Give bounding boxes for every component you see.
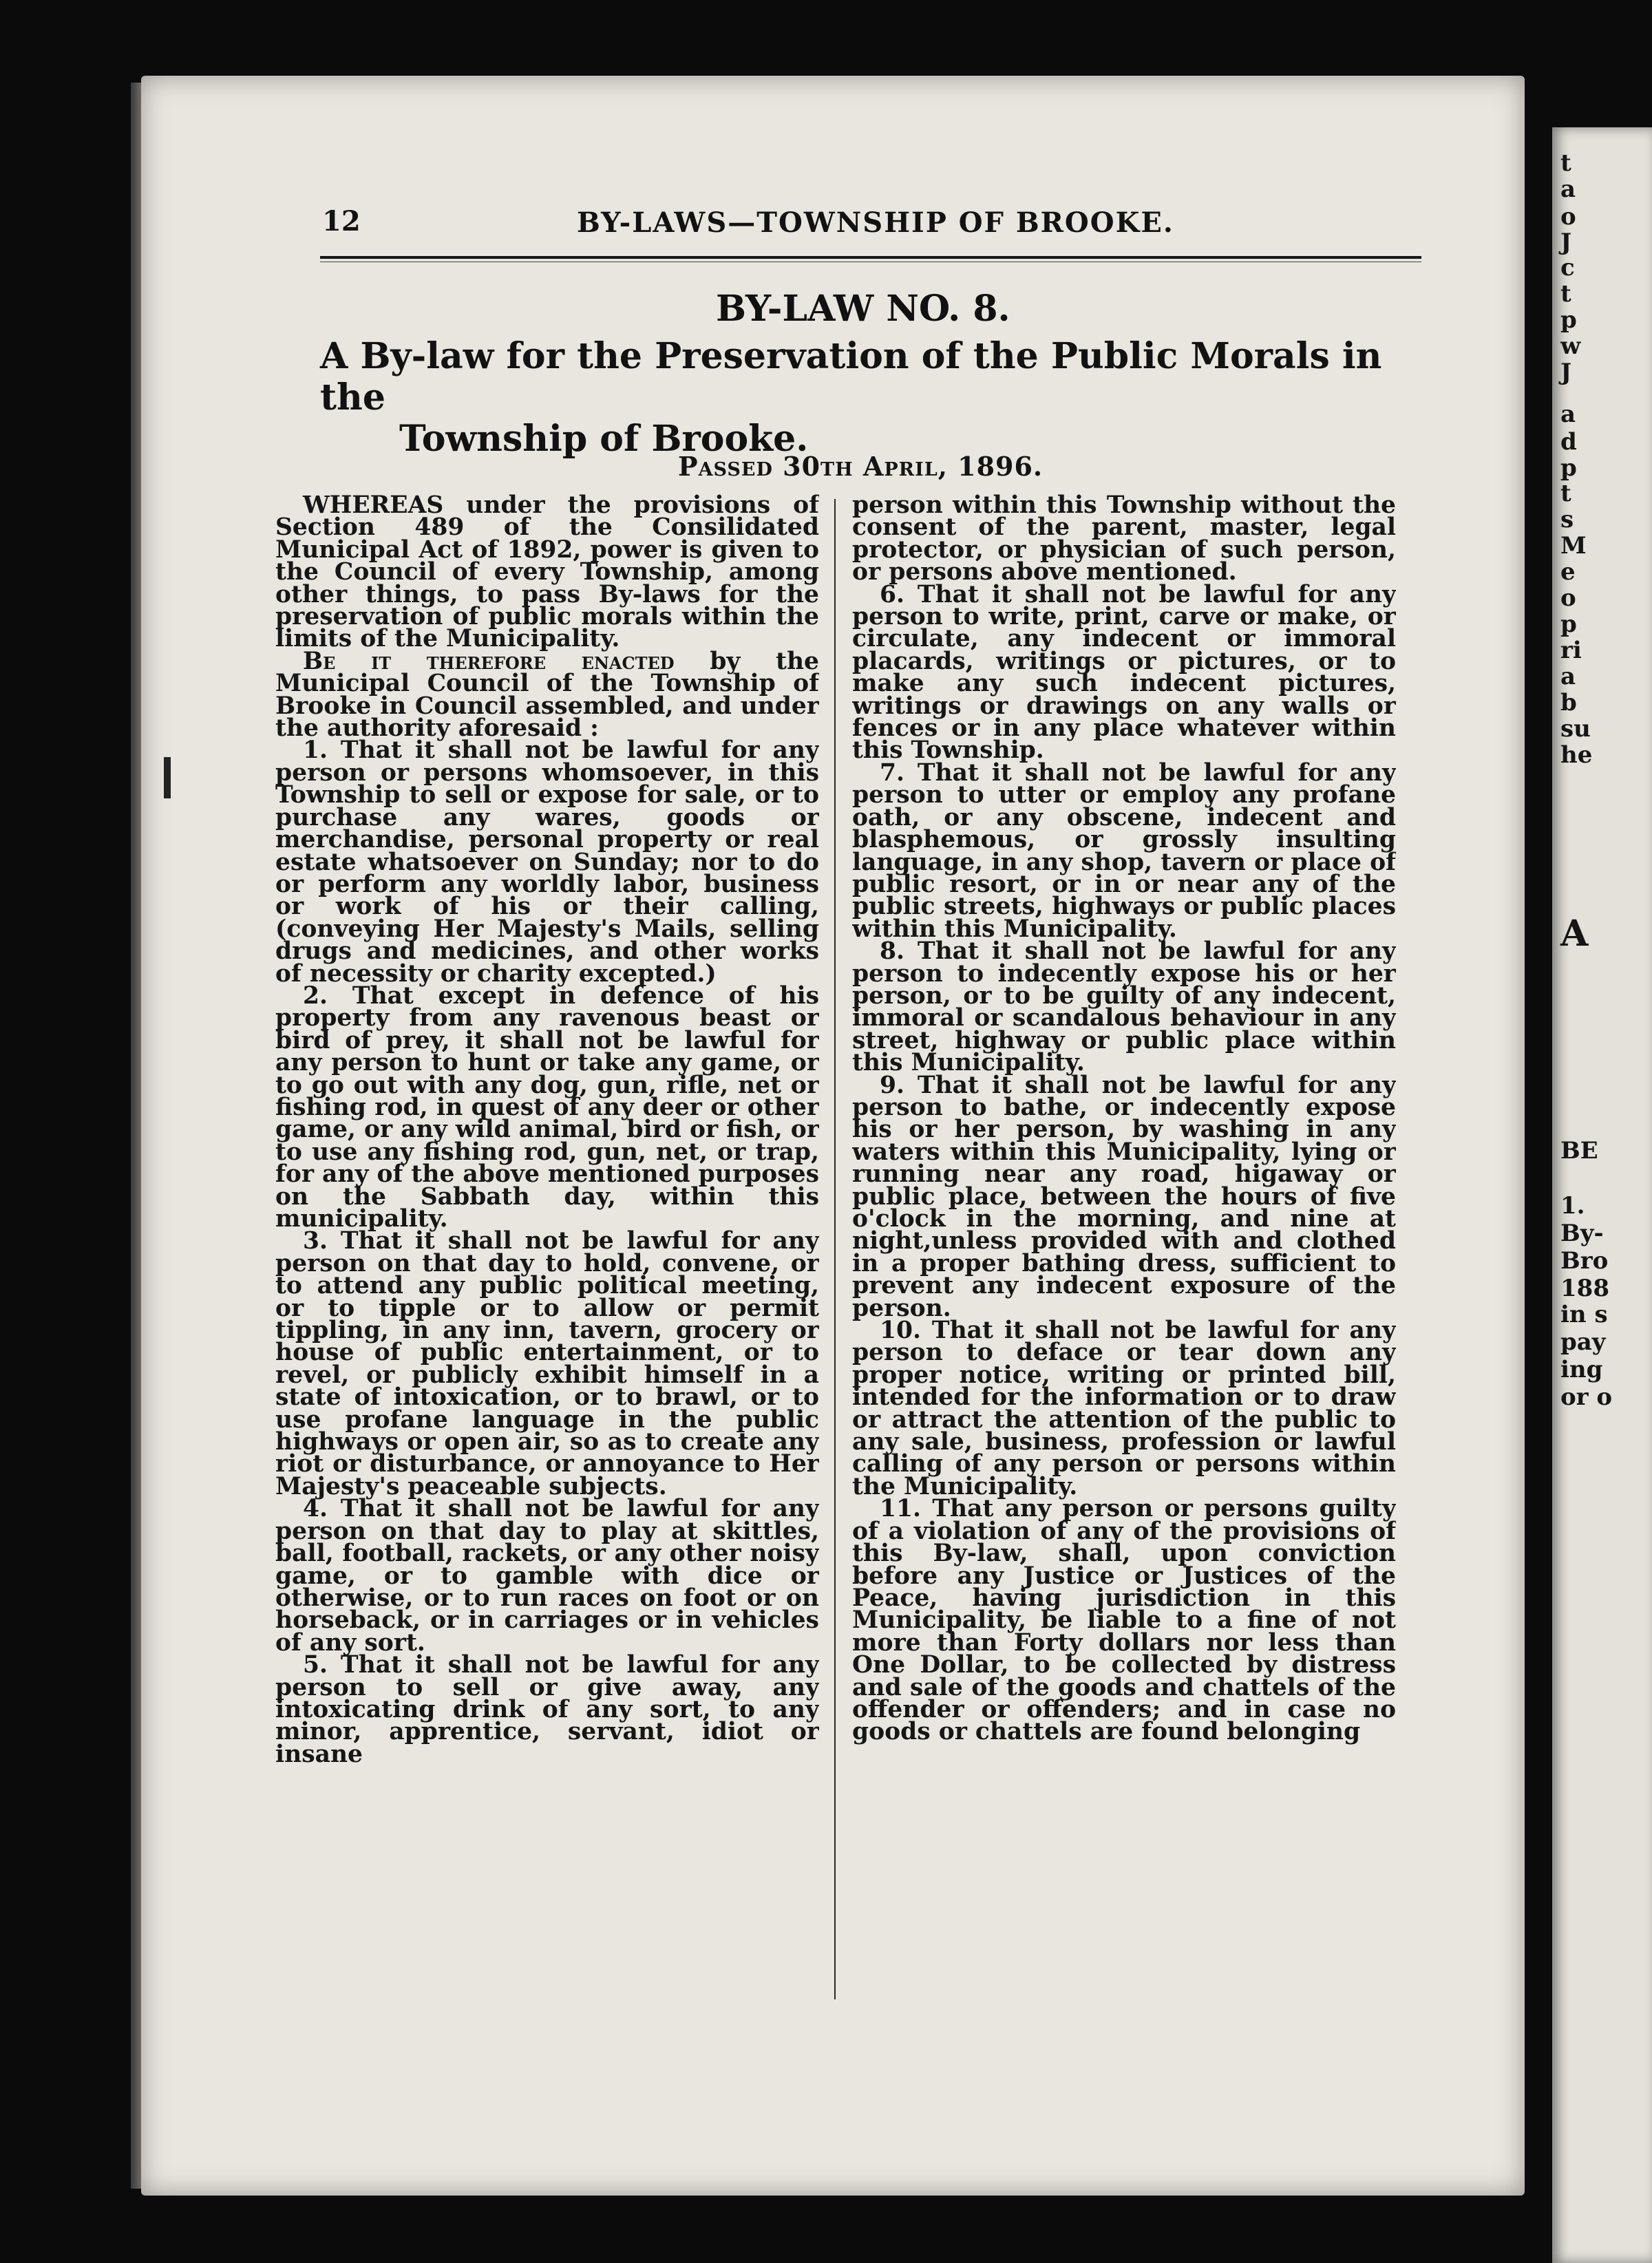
- facing-page-fragment: J: [1560, 359, 1572, 386]
- passed-date: Passed 30th April, 1896.: [678, 451, 1044, 482]
- column-divider: [834, 499, 836, 1999]
- facing-page-fragment: By-: [1560, 1220, 1604, 1247]
- section-5-continued: person within this Township without the consent of the parent, master, legal protector, or physician of such person, or persons above mentioned.: [852, 494, 1396, 586]
- facing-page-fragment: p: [1560, 610, 1577, 638]
- facing-page-fragment: a: [1560, 663, 1576, 690]
- facing-page-fragment: w: [1560, 332, 1581, 360]
- facing-page-fragment: ri: [1560, 637, 1582, 664]
- facing-page-fragment: b: [1560, 689, 1577, 716]
- left-column: [275, 494, 819, 2029]
- facing-page-fragment: in s: [1560, 1301, 1608, 1328]
- header-rule: [320, 256, 1421, 259]
- facing-page-fragment: o: [1560, 584, 1576, 612]
- section-3: 3. That it shall not be lawful for any person on that day to hold, convene, or to attend any public political meeting, or to tipple or to allow or permit tippling, in any inn, tavern, grocery or house of public entertainment, or to revel, or publicly exhibit himself in a state of intoxication, or to brawl, or to use profane language in the public highways or open air, so as to create any riot or disturbance, or annoyance to Her Majesty's peaceable subjects.: [275, 1227, 819, 1500]
- facing-page-fragment: t: [1560, 480, 1571, 507]
- section-8: 8. That it shall not be lawful for any person to indecently expose his or her person, or to be guilty of any indecent, immoral or scandalous behaviour in any street, highway or public place within this Municipality.: [852, 937, 1396, 1077]
- bylaw-title: BY-LAW NO. 8.: [716, 288, 1010, 330]
- facing-page-fragment: BE: [1560, 1137, 1598, 1165]
- right-column: [852, 494, 1396, 2029]
- facing-page-fragment: ing: [1560, 1356, 1603, 1383]
- section-7: 7. That it shall not be lawful for any person to utter or employ any profane oath, or any obscene, indecent and blasphemous, or grossly insulting language, in any shop, tavern or place of public resort, or in or near any of the public streets, highways or public places within this Municipality.: [852, 758, 1396, 943]
- section-1: 1. That it shall not be lawful for any person or persons whomsoever, in this Township to sell or expose for sale, or to purchase any wares, goods or merchandise, personal property or real estate whatsoever on Sunday; nor to do or perform any worldly labor, business or work of his or their calling, (conveying Her Majesty's Mails, selling drugs and medicines, and other works of necessity or charity excepted.): [275, 736, 819, 988]
- margin-mark: [164, 757, 171, 798]
- section-4: 4. That it shall not be lawful for any person on that day to play at skittles, ball, football, rackets, or any other noisy game, or to gamble with dice or otherwise, or to run races on foot or on horseback, or in carriages or in vehicles of any sort.: [275, 1495, 819, 1657]
- facing-page-fragment: d: [1560, 428, 1577, 456]
- enacting-rest: by the Municipal Council of the Township of Brooke in Council assembled, and under the authority aforesaid :: [275, 647, 819, 743]
- facing-page-fragment: t: [1560, 280, 1571, 308]
- facing-page-fragment: s: [1560, 506, 1574, 533]
- section-6: 6. That it shall not be lawful for any person to write, print, carve or make, or circulate, any indecent or immoral placards, writings or pictures, or to make any such indecent pictures, writings or drawings on any walls or fences or in any place whatever within this Township.: [852, 580, 1396, 765]
- facing-page-fragment: or o: [1560, 1383, 1613, 1411]
- facing-page-fragment: 1.: [1560, 1192, 1585, 1220]
- preamble: WHEREAS under the provisions of Section 489 of the Consilidated Municipal Act of 1892, power is given to the Council of every Township, among other things, to pass By-laws for the preservation of public morals within the limits of the Municipality.: [275, 494, 819, 653]
- facing-page-fragment: Bro: [1560, 1247, 1609, 1275]
- section-10: 10. That it shall not be lawful for any person to deface or tear down any proper notice, writing or printed bill, intended for the information or to draw or attract the attention of the public to any sale, business, profession or lawful calling of any person or persons within the Municipality.: [852, 1317, 1396, 1500]
- facing-page-fragment: pay: [1560, 1328, 1606, 1356]
- section-2: 2. That except in defence of his property from any ravenous beast or bird of prey, it shall not be lawful for any person to hunt or take any game, or to go out with any dog, gun, rifle, net or fishing rod, in quest of any deer or other game, or any wild animal, bird or fish, or to use any fishing rod, gun, net, or trap, for any of the above mentioned purposes on the Sabbath day, within this municipality.: [275, 981, 819, 1233]
- facing-page-fragment: t: [1560, 149, 1571, 177]
- facing-page-fragment: a: [1560, 401, 1576, 428]
- section-5: 5. That it shall not be lawful for any person to sell or give away, any intoxicating drink of any sort, to any minor, apprentice, servant, idiot or insane: [275, 1651, 819, 1768]
- page-header: [322, 205, 1410, 238]
- facing-page-fragment: J: [1560, 229, 1572, 256]
- facing-page-fragment: he: [1560, 741, 1593, 769]
- section-11: 11. That any person or persons guilty of a violation of any of the provisions of this By-law, shall, upon conviction before any Justice or Justices of the Peace, having jurisdiction in this Municipality, be liable to a fine of not more than Forty dollars nor less than One Dollar, to be collected by distress and sale of the goods and chattels of the offender or offenders; and in case no goods or chattels are found belonging: [852, 1495, 1396, 1746]
- enacting-lead: Be it therefore enacted: [303, 647, 675, 675]
- page-number: 12: [322, 205, 361, 237]
- facing-page-fragment: A: [1560, 913, 1589, 955]
- facing-page-fragment: o: [1560, 203, 1576, 231]
- facing-page-fragment: c: [1560, 254, 1575, 281]
- subtitle-line-1: A By-law for the Preservation of the Public Morals in the: [320, 335, 1382, 418]
- running-head: BY-LAWS—TOWNSHIP OF BROOKE.: [577, 206, 1174, 239]
- facing-page-fragment: M: [1560, 532, 1587, 560]
- enacting-clause: [275, 647, 819, 743]
- section-9: 9. That it shall not be lawful for any person to bathe, or indecently expose his or her person, by washing in any waters within this Municipality, lying or running near any road, higaway or public place, between the hours of five o'clock in the morning, and nine at night,unless provided with and clothed in a proper bathing dress, sufficient to prevent any indecent exposure of the person.: [852, 1071, 1396, 1322]
- facing-page-edge: [1552, 127, 1652, 2263]
- facing-page-fragment: a: [1560, 176, 1576, 203]
- facing-page-fragment: p: [1560, 306, 1577, 334]
- subtitle-line-2: Township of Brooke.: [399, 418, 809, 460]
- facing-page-fragment: 188: [1560, 1275, 1609, 1302]
- facing-page-fragment: p: [1560, 454, 1577, 482]
- facing-page-fragment: e: [1560, 558, 1576, 586]
- facing-page-fragment: su: [1560, 715, 1591, 743]
- bylaw-subtitle: [320, 336, 1421, 460]
